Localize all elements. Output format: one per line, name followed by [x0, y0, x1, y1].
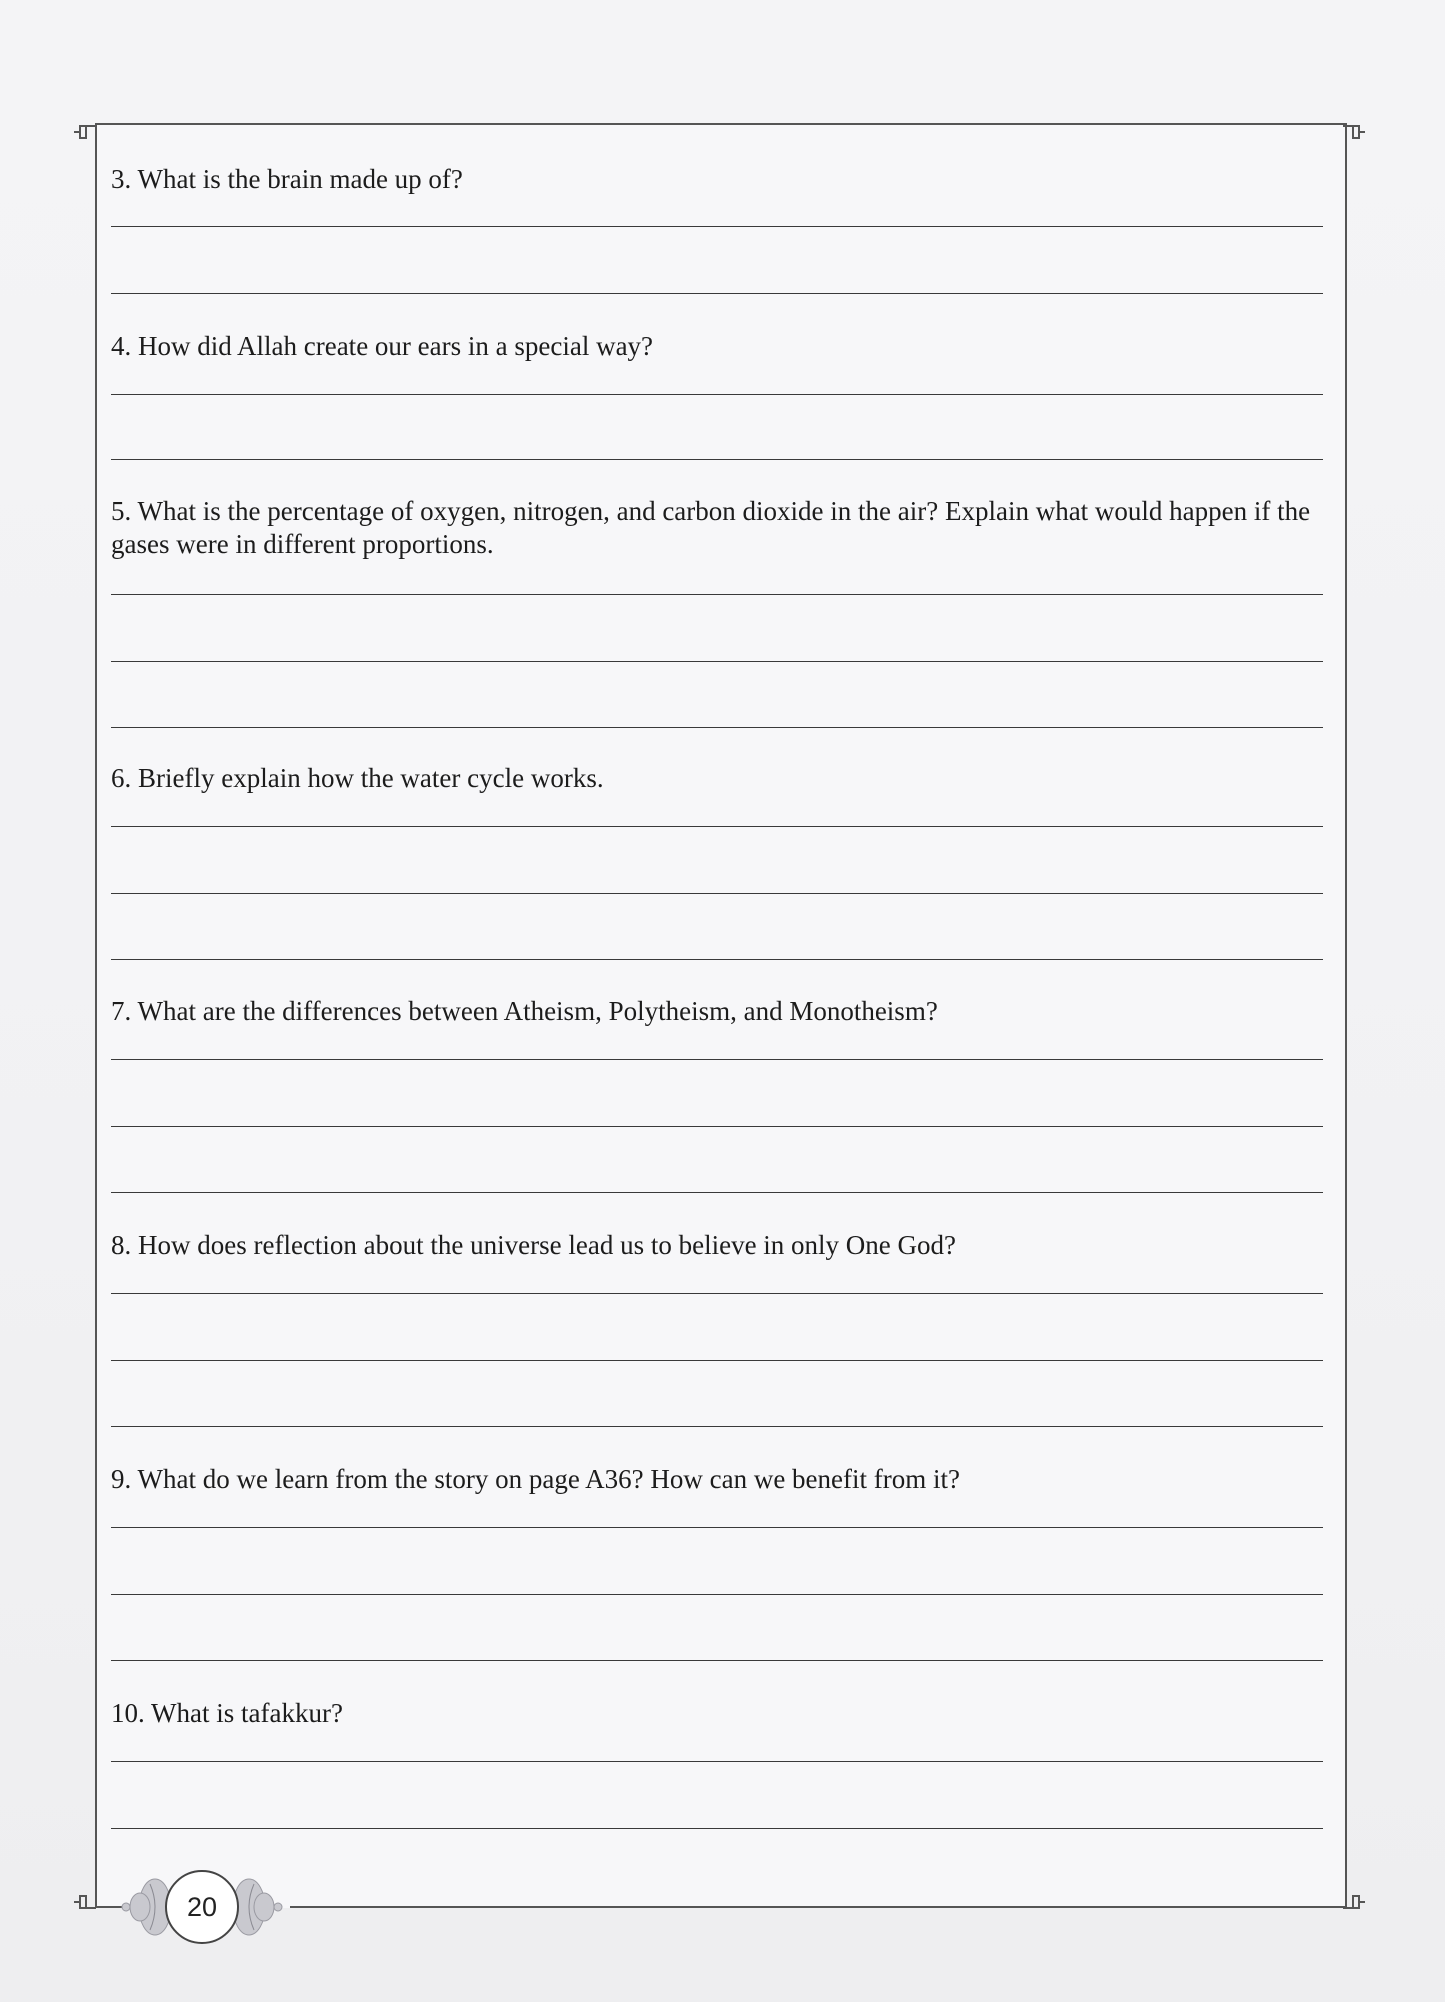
question-prompt: What is tafakkur?	[151, 1698, 343, 1728]
answer-line[interactable]	[111, 1192, 1323, 1193]
corner-ornament-top-right	[1341, 118, 1367, 144]
question-number: 7.	[111, 996, 132, 1026]
answer-line[interactable]	[111, 226, 1323, 227]
question-text	[111, 1229, 956, 1262]
corner-ornament-top-left	[72, 118, 98, 144]
question-7	[111, 995, 1323, 1229]
answer-line[interactable]	[111, 1594, 1323, 1595]
question-prompt: What do we learn from the story on page A36? How can we benefit from it?	[137, 1464, 960, 1494]
answer-line[interactable]	[111, 1828, 1323, 1829]
answer-line[interactable]	[111, 394, 1323, 395]
answer-line[interactable]	[111, 594, 1323, 595]
corner-ornament-bottom-right	[1341, 1890, 1367, 1916]
question-prompt: What is the percentage of oxygen, nitrogen, and carbon dioxide in the air? Explain what would happen if the gases were in different proportions.	[111, 496, 1311, 559]
answer-line[interactable]	[111, 661, 1323, 662]
question-8	[111, 1229, 1323, 1463]
question-number: 9.	[111, 1464, 132, 1494]
question-text	[111, 495, 1323, 561]
corner-ornament-bottom-left	[72, 1890, 98, 1916]
answer-line[interactable]	[111, 1426, 1323, 1427]
question-10	[111, 1697, 1323, 1837]
question-prompt: What are the differences between Atheism, Polytheism, and Monotheism?	[137, 996, 938, 1026]
question-prompt: Briefly explain how the water cycle works.	[138, 763, 604, 793]
answer-line[interactable]	[111, 1293, 1323, 1294]
answer-line[interactable]	[111, 1059, 1323, 1060]
answer-line[interactable]	[111, 959, 1323, 960]
question-number: 10.	[111, 1698, 145, 1728]
question-list	[111, 160, 1323, 1837]
answer-line[interactable]	[111, 727, 1323, 728]
question-number: 8.	[111, 1230, 132, 1260]
answer-line[interactable]	[111, 893, 1323, 894]
question-prompt: What is the brain made up of?	[137, 164, 463, 194]
question-number: 3.	[111, 164, 132, 194]
answer-line[interactable]	[111, 1660, 1323, 1661]
answer-line[interactable]	[111, 1761, 1323, 1762]
question-prompt: How did Allah create our ears in a special way?	[138, 331, 654, 361]
question-text	[111, 1463, 960, 1496]
question-text	[111, 1697, 343, 1730]
answer-line[interactable]	[111, 293, 1323, 294]
question-text	[111, 330, 653, 363]
question-4	[111, 330, 1323, 495]
question-6	[111, 762, 1323, 995]
answer-line[interactable]	[111, 826, 1323, 827]
page-number-badge	[110, 1866, 290, 1948]
answer-line[interactable]	[111, 1126, 1323, 1127]
question-text	[111, 995, 938, 1028]
question-5	[111, 495, 1323, 762]
page-number: 20	[165, 1870, 239, 1944]
answer-line[interactable]	[111, 1527, 1323, 1528]
question-text	[111, 762, 604, 795]
answer-line[interactable]	[111, 459, 1323, 460]
question-3	[111, 160, 1323, 330]
question-9	[111, 1463, 1323, 1697]
question-number: 5.	[111, 496, 132, 526]
question-number: 6.	[111, 763, 132, 793]
frame-bottom-right-rule	[290, 1906, 1347, 1908]
question-text	[111, 163, 463, 196]
question-prompt: How does reflection about the universe lead us to believe in only One God?	[138, 1230, 957, 1260]
question-number: 4.	[111, 331, 132, 361]
answer-line[interactable]	[111, 1360, 1323, 1361]
